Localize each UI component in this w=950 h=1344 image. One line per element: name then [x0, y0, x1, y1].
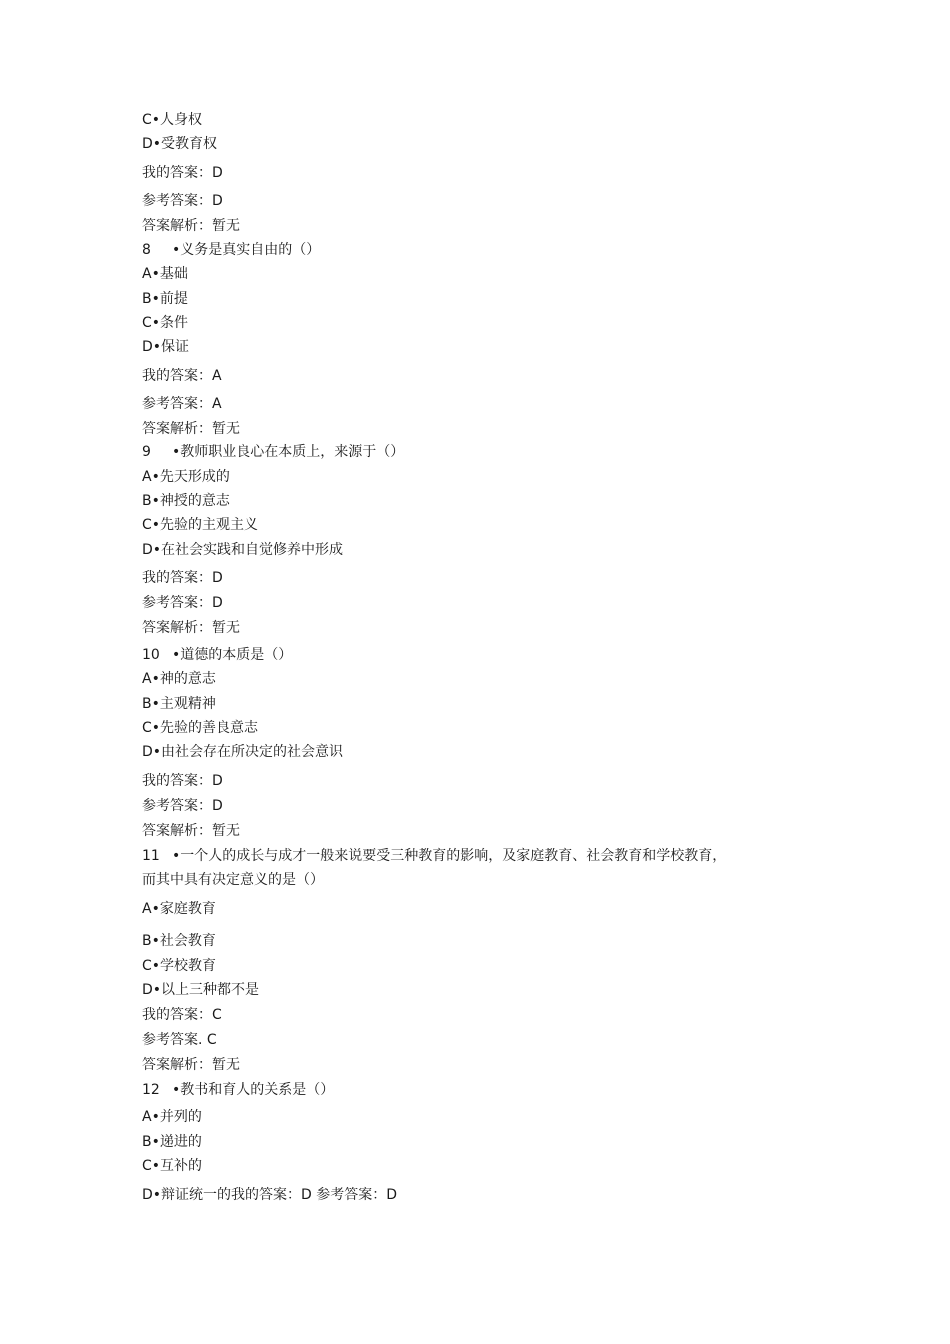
my-answer-line: 我的答案：C — [142, 1007, 222, 1023]
option-line: B•社会教育 — [142, 933, 216, 949]
option-line: D•受教育权 — [142, 136, 218, 152]
question-line — [142, 847, 726, 865]
question-text: •道德的本质是（） — [172, 647, 293, 663]
option-line: C•学校教育 — [142, 958, 217, 974]
option-line: B•前提 — [142, 291, 188, 307]
option-line: C•先验的主观主义 — [142, 517, 259, 533]
my-answer-line: 我的答案：D — [142, 773, 223, 789]
question-text: •一个人的成长与成才一般来说要受三种教育的影响，及家庭教育、社会教育和学校教育， — [172, 848, 727, 864]
option-line: C•互补的 — [142, 1158, 203, 1174]
option-line: A•家庭教育 — [142, 901, 216, 917]
option-line: B•神授的意志 — [142, 493, 230, 509]
question-line — [142, 241, 320, 259]
my-answer-line: 我的答案：D — [142, 165, 223, 181]
option-line: A•先天形成的 — [142, 469, 230, 485]
question-line — [142, 646, 292, 664]
reference-answer-line: 参考答案：D — [142, 595, 223, 611]
option-line: A•神的意志 — [142, 671, 216, 687]
option-line: A•基础 — [142, 266, 188, 282]
option-line: D•在社会实践和自觉修养中形成 — [142, 542, 344, 558]
question-line — [142, 443, 404, 461]
answer-analysis-line: 答案解析：暂无 — [142, 1057, 240, 1073]
option-line: B•主观精神 — [142, 696, 216, 712]
option-line: D•以上三种都不是 — [142, 982, 260, 998]
option-line: C•先验的善良意志 — [142, 720, 259, 736]
reference-answer-line: 参考答案：D — [142, 193, 223, 209]
answer-analysis-line: 答案解析：暂无 — [142, 421, 240, 437]
option-line: D•由社会存在所决定的社会意识 — [142, 744, 344, 760]
question-number: 12 — [142, 1082, 160, 1098]
reference-answer-line: 参考答案：D — [142, 798, 223, 814]
option-line: C•人身权 — [142, 112, 203, 128]
option-line: A•并列的 — [142, 1109, 202, 1125]
answer-analysis-line: 答案解析：暂无 — [142, 620, 240, 636]
answer-analysis-line: 答案解析：暂无 — [142, 823, 240, 839]
question-number: 11 — [142, 848, 160, 864]
question-number: 8 — [142, 242, 151, 258]
option-line: C•条件 — [142, 315, 189, 331]
question-text: •教书和育人的关系是（） — [172, 1082, 335, 1098]
question-line — [142, 1081, 334, 1099]
question-number: 10 — [142, 647, 160, 663]
question-text: •义务是真实自由的（） — [172, 242, 321, 258]
my-answer-line: 我的答案：A — [142, 368, 222, 384]
option-line: B•递进的 — [142, 1134, 202, 1150]
question-number: 9 — [142, 444, 151, 460]
reference-answer-line: 参考答案：A — [142, 396, 222, 412]
question-text: •教师职业良心在本质上，来源于（） — [172, 444, 405, 460]
question-continuation-line: 而其中具有决定意义的是（） — [142, 872, 324, 888]
my-answer-line: 我的答案：D — [142, 570, 223, 586]
option-line: D•保证 — [142, 339, 190, 355]
reference-answer-line: 参考答案. C — [142, 1032, 217, 1048]
answer-analysis-line: 答案解析：暂无 — [142, 218, 240, 234]
option-answer-line: D•辩证统一的我的答案：D 参考答案：D — [142, 1187, 398, 1203]
